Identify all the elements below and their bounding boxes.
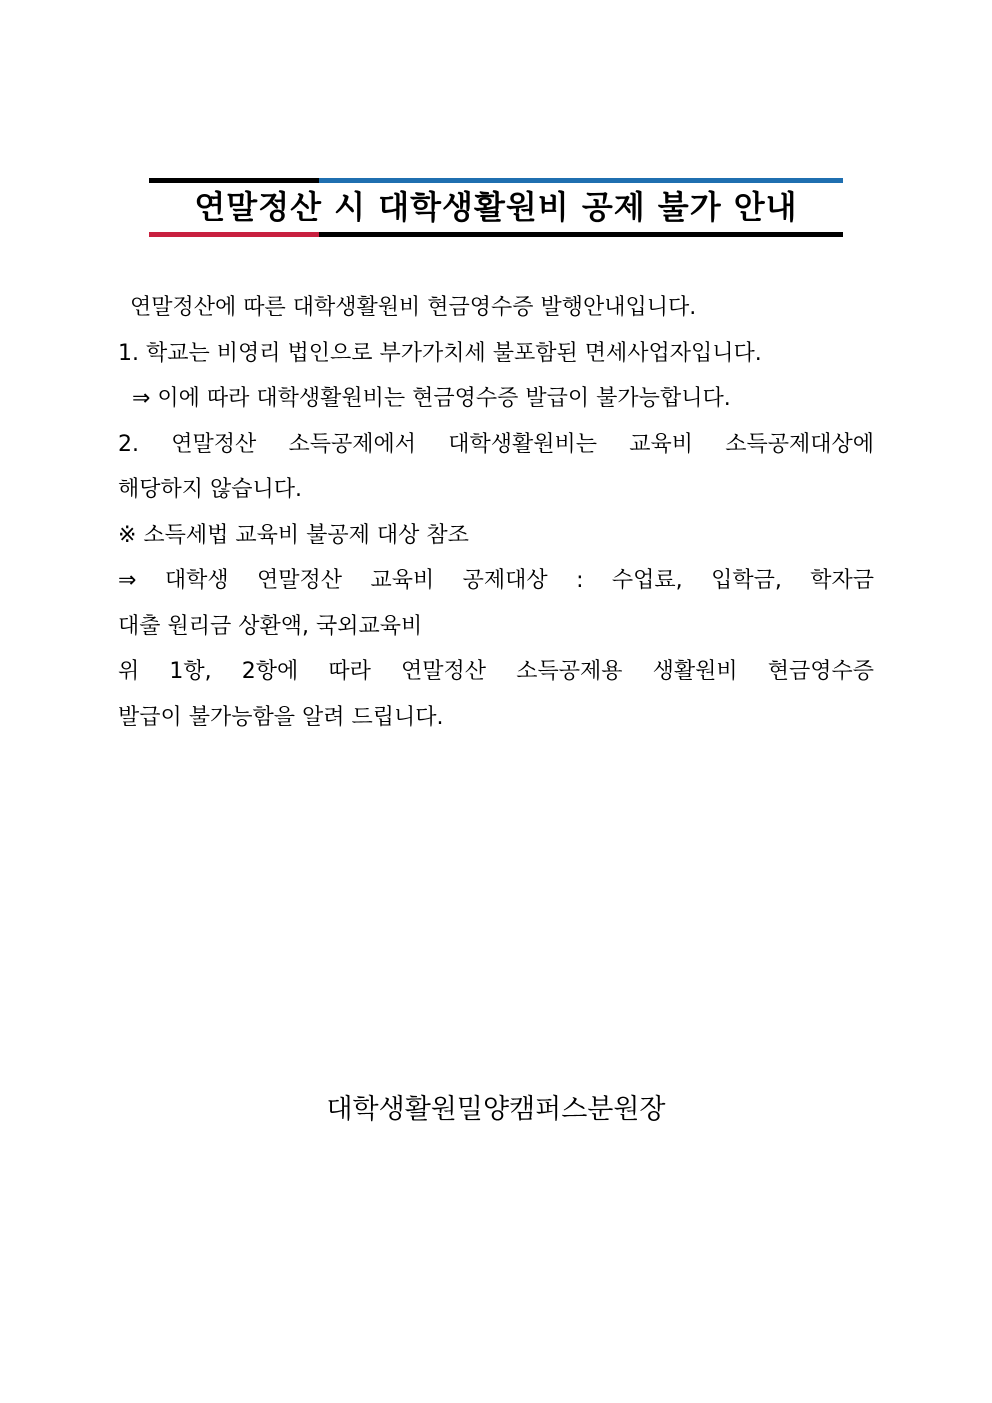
notice-conclusion-line: 위 1항, 2항에 따라 연말정산 소득공제용 생활원비 현금영수증: [118, 659, 874, 684]
page-title: 연말정산 시 대학생활원비 공제 불가 안내: [194, 188, 798, 226]
title-bottom-bar-black: [319, 232, 843, 237]
notice-item-2-continuation-line: 해당하지 않습니다.: [118, 477, 303, 502]
notice-conclusion-continuation-line: 발급이 불가능함을 알려 드립니다.: [118, 704, 444, 730]
notice-intro-line: 연말정산에 따른 대학생활원비 현금영수증 발행안내입니다.: [130, 295, 697, 320]
notice-item-1-result-line: ⇒ 이에 따라 대학생활원비는 현금영수증 발급이 불가능합니다.: [132, 386, 731, 411]
notice-item-2-line: 2. 연말정산 소득공제에서 대학생활원비는 교육비 소득공제대상에: [118, 431, 874, 457]
notice-item-1-line: 1. 학교는 비영리 법인으로 부가가치세 불포함된 면세사업자입니다.: [118, 340, 762, 366]
notice-deduction-target-continuation-line: 대출 원리금 상환액, 국외교육비: [118, 613, 423, 639]
title-bottom-bar-red: [149, 232, 319, 237]
notice-body: [118, 285, 874, 740]
notice-deduction-target-line: ⇒ 대학생 연말정산 교육비 공제대상 : 수업료, 입학금, 학자금: [118, 568, 874, 593]
title-box: [149, 178, 843, 238]
signature: 대학생활원밀양캠퍼스분원장: [326, 1094, 666, 1125]
notice-reference-line: ※ 소득세법 교육비 불공제 대상 참조: [118, 522, 469, 548]
